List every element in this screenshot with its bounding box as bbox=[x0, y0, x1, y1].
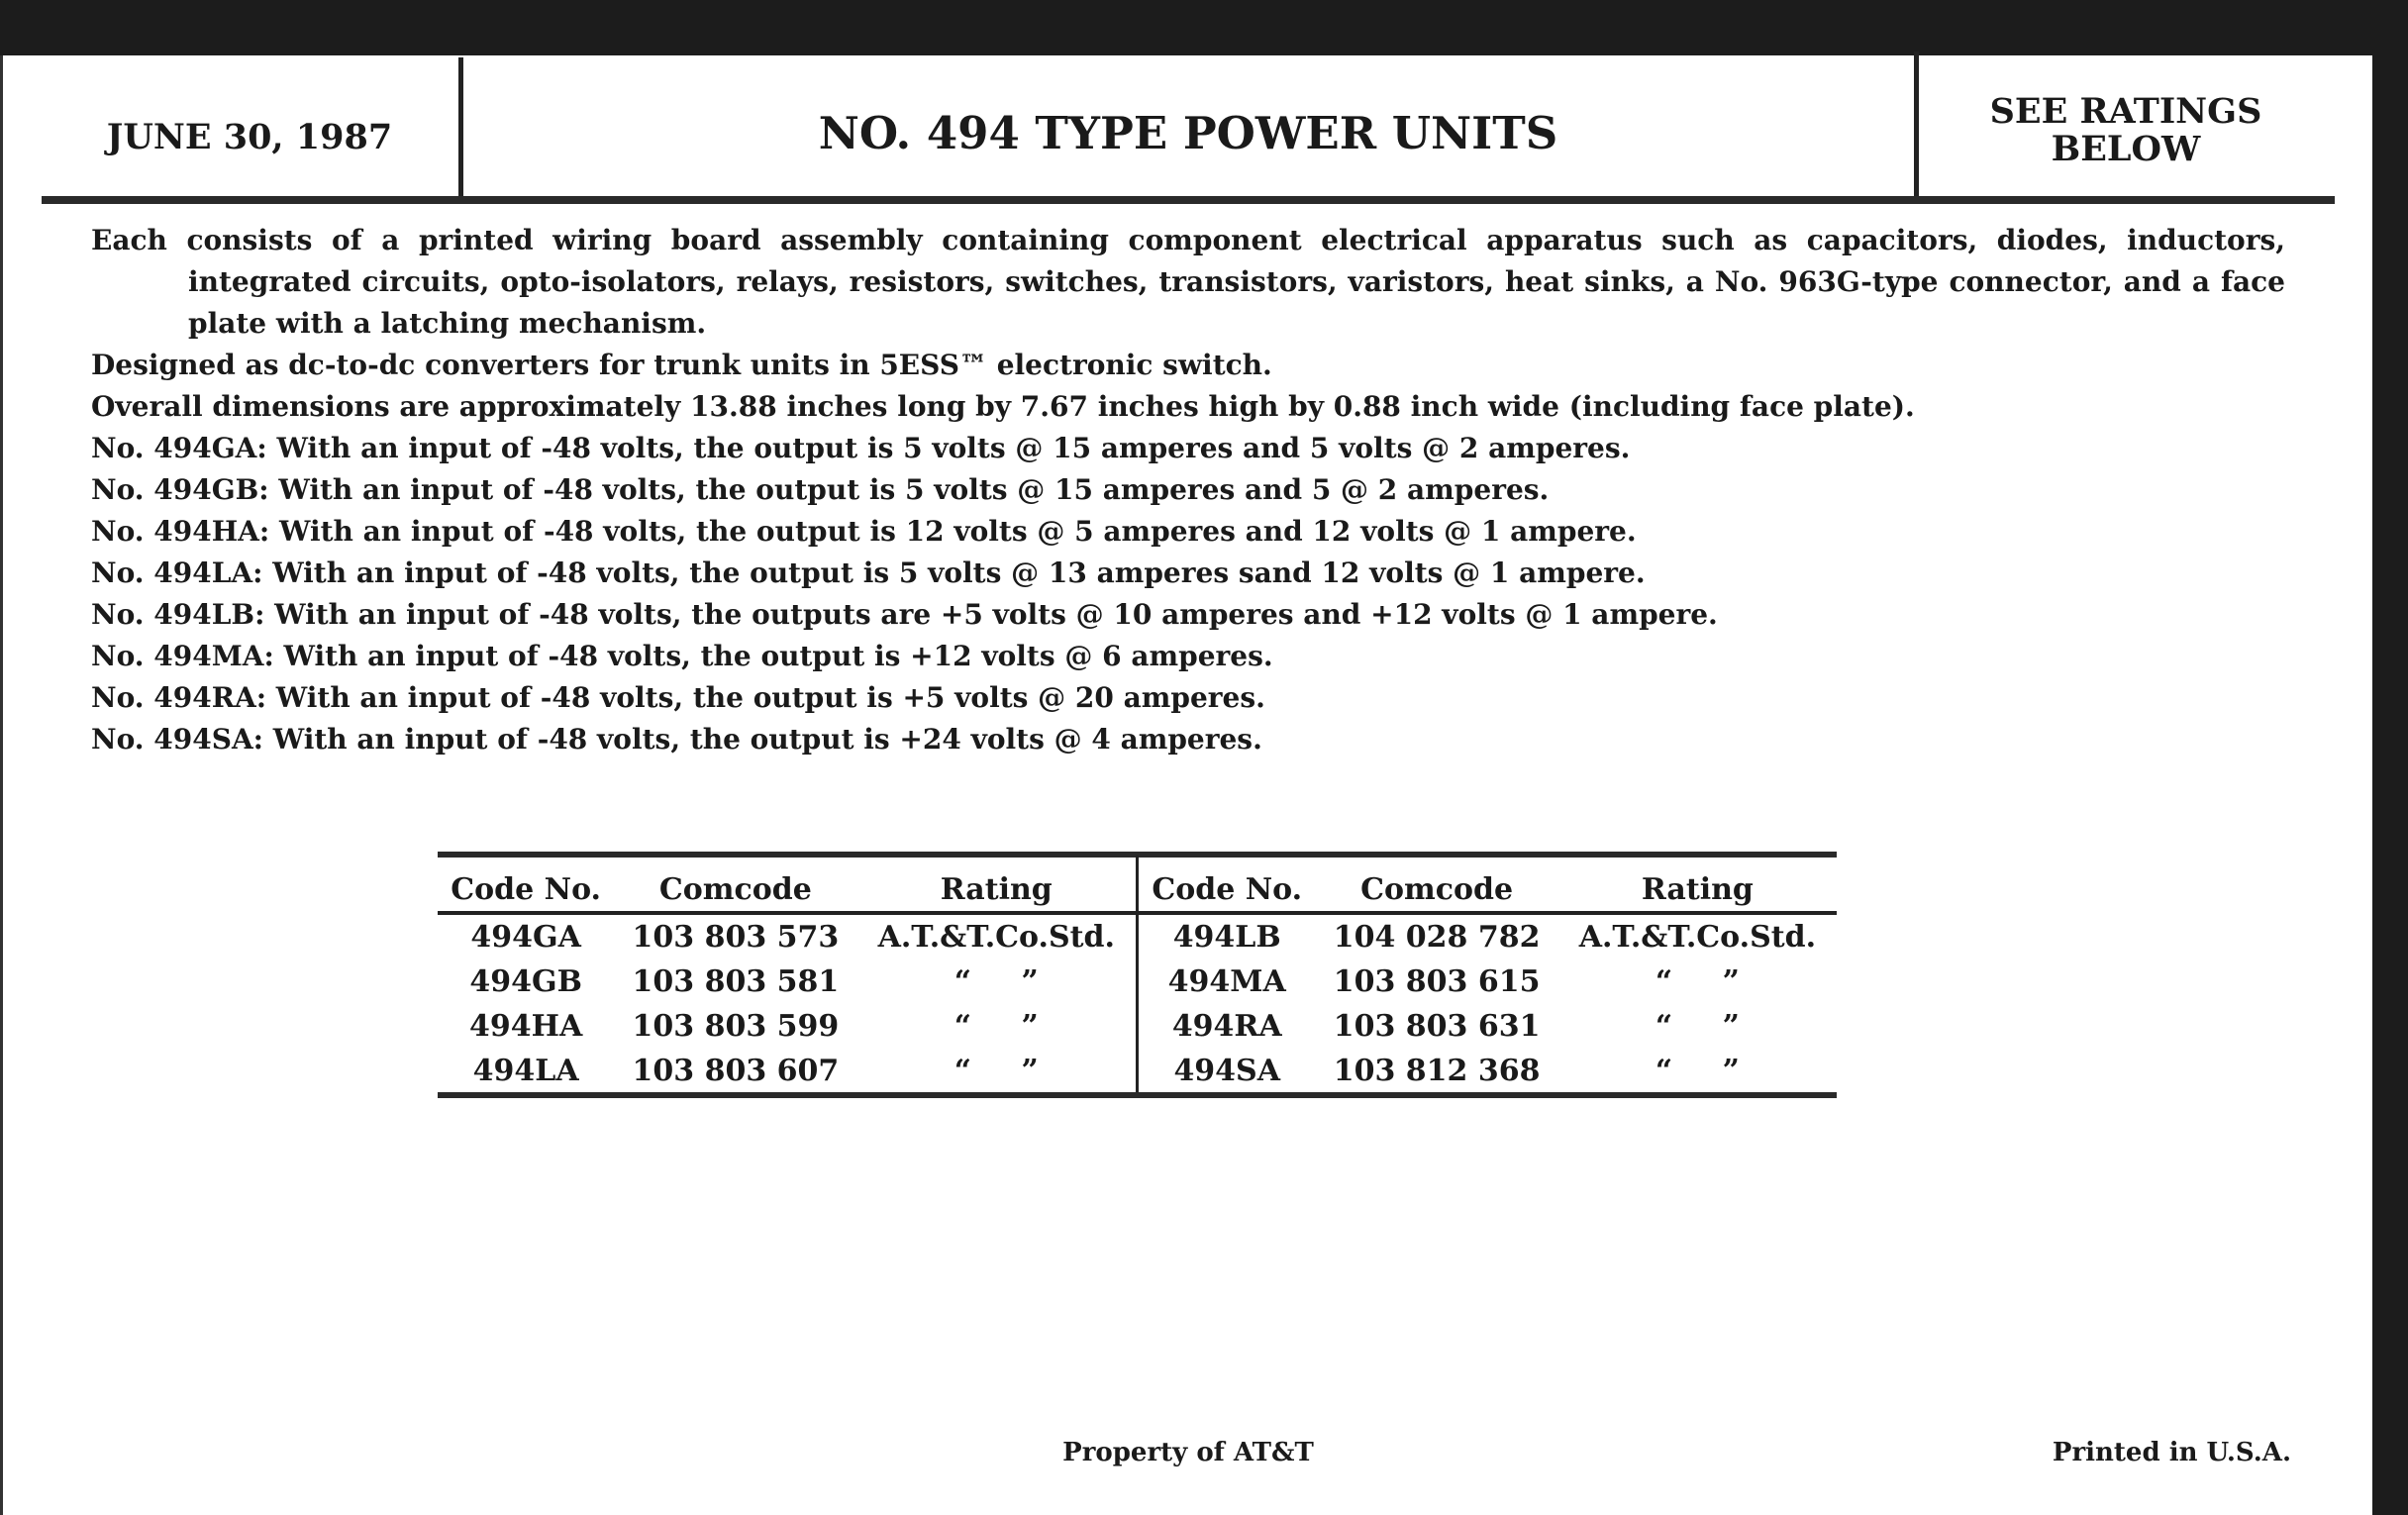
code-no-cell: 494SA bbox=[1173, 1054, 1281, 1088]
code-no-cell: 494HA bbox=[469, 1009, 583, 1044]
comcode-cell: 103 803 607 bbox=[632, 1054, 840, 1088]
table-header-row bbox=[438, 856, 1837, 913]
rating-cell: A.T.&T.Co.Std. bbox=[1578, 920, 1817, 955]
unit-spec: No. 494LA: With an input of -48 volts, the output is 5 volts @ 13 amperes sand 12 volts @ 1 ampere. bbox=[91, 556, 1646, 589]
code-no-cell: 494LB bbox=[1172, 920, 1281, 955]
unit-spec: No. 494GB: With an input of -48 volts, the output is 5 volts @ 15 amperes and 5 @ 2 amperes. bbox=[91, 473, 1550, 506]
dimensions-paragraph: Overall dimensions are approximately 13.88 inches long by 7.67 inches high by 0.88 inch wide (including face plate). bbox=[91, 390, 1915, 423]
comcode-cell: 103 803 631 bbox=[1333, 1009, 1541, 1044]
unit-spec: No. 494LB: With an input of -48 volts, the outputs are +5 volts @ 10 amperes and +12 volts @ 1 ampere. bbox=[91, 598, 1718, 631]
unit-spec: No. 494GA: With an input of -48 volts, the output is 5 volts @ 15 amperes and 5 volts @ 2 amperes. bbox=[91, 432, 1631, 464]
code-no-cell: 494MA bbox=[1167, 964, 1286, 999]
unit-spec: No. 494SA: With an input of -48 volts, the output is +24 volts @ 4 amperes. bbox=[91, 723, 1262, 756]
ratings-note bbox=[1923, 93, 2329, 168]
rating-cell: “ ” bbox=[1655, 1054, 1740, 1088]
code-no-cell: 494GB bbox=[469, 964, 582, 999]
ratings-table bbox=[438, 856, 1837, 1093]
header-rule bbox=[42, 196, 2335, 204]
description-paragraph: Each consists of a printed wiring board assembly containing component electrical apparatus such as capacitors, diodes, inductors, integrated circuits, opto-isolators, relays, resistors, switches, transistors, varistors, heat sinks, a No. 963G-type connector, and a face plate with a latching mechanism. bbox=[91, 224, 2285, 340]
printed-notice: Printed in U.S.A. bbox=[2052, 1438, 2291, 1467]
unit-spec: No. 494HA: With an input of -48 volts, the output is 12 volts @ 5 amperes and 12 volts @ 1 ampere. bbox=[91, 515, 1637, 548]
comcode-cell: 103 803 615 bbox=[1333, 964, 1541, 999]
scan-border-top bbox=[0, 0, 2408, 55]
comcode-cell: 103 803 581 bbox=[632, 964, 840, 999]
page-title: NO. 494 TYPE POWER UNITS bbox=[818, 107, 1558, 159]
table-row bbox=[438, 913, 1837, 960]
comcode-cell: 103 803 599 bbox=[632, 1009, 840, 1044]
header-divider bbox=[458, 57, 463, 204]
column-header: Rating bbox=[857, 856, 1138, 913]
purpose-paragraph: Designed as dc-to-dc converters for trunk units in 5ESS™ electronic switch. bbox=[91, 349, 1272, 381]
table-row bbox=[438, 1049, 1837, 1093]
rating-cell: “ ” bbox=[1655, 1009, 1740, 1044]
ratings-note-line: BELOW bbox=[2051, 129, 2201, 169]
code-no-cell: 494LA bbox=[472, 1054, 579, 1088]
scan-border-left bbox=[0, 55, 3, 1515]
table-row bbox=[438, 960, 1837, 1004]
unit-spec: No. 494MA: With an input of -48 volts, the output is +12 volts @ 6 amperes. bbox=[91, 640, 1273, 672]
comcode-cell: 103 812 368 bbox=[1333, 1054, 1541, 1088]
column-header: Comcode bbox=[1316, 856, 1558, 913]
rating-cell: “ ” bbox=[857, 960, 1138, 1004]
document-body bbox=[91, 220, 2285, 760]
ratings-note-line: SEE RATINGS bbox=[1989, 91, 2262, 132]
comcode-cell: 104 028 782 bbox=[1333, 920, 1541, 955]
column-header: Rating bbox=[1558, 856, 1837, 913]
code-no-cell: 494GA bbox=[470, 920, 581, 955]
table-bottom-rule bbox=[438, 1092, 1837, 1098]
scan-border-right bbox=[2372, 0, 2408, 1515]
column-header: Code No. bbox=[1137, 856, 1315, 913]
rating-cell: “ ” bbox=[857, 1004, 1138, 1049]
property-notice: Property of AT&T bbox=[1062, 1438, 1314, 1467]
document-date: JUNE 30, 1987 bbox=[106, 117, 393, 157]
column-header: Comcode bbox=[614, 856, 856, 913]
unit-spec: No. 494RA: With an input of -48 volts, the output is +5 volts @ 20 amperes. bbox=[91, 681, 1265, 714]
table-row bbox=[438, 1004, 1837, 1049]
rating-cell: A.T.&T.Co.Std. bbox=[857, 913, 1138, 960]
code-no-cell: 494RA bbox=[1171, 1009, 1282, 1044]
rating-cell: “ ” bbox=[1655, 964, 1740, 999]
column-header: Code No. bbox=[438, 856, 614, 913]
rating-cell: “ ” bbox=[857, 1049, 1138, 1093]
comcode-cell: 103 803 573 bbox=[632, 920, 840, 955]
header-divider bbox=[1914, 51, 1919, 196]
